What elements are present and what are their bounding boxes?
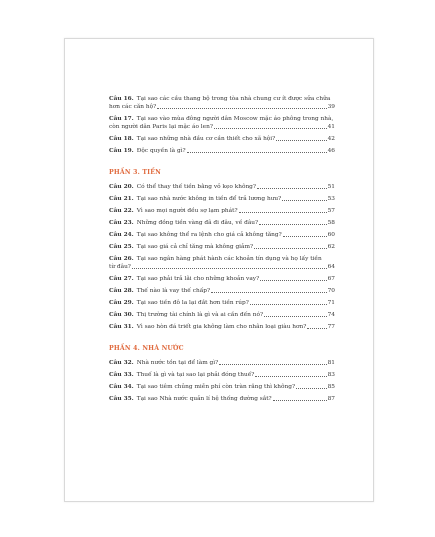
entry-label: Câu 27. — [109, 276, 134, 282]
entry-page: 70 — [327, 288, 335, 294]
dot-leader — [257, 188, 327, 189]
dot-leader — [187, 152, 327, 153]
entry-page: 85 — [327, 384, 335, 390]
entry-title-cont: còn người dân Paris lại mặc áo len? — [109, 124, 213, 130]
dot-leader — [157, 108, 326, 109]
dot-leader — [250, 304, 327, 305]
entry-label: Câu 33. — [109, 372, 134, 378]
toc-entry — [109, 287, 335, 295]
entry-label: Câu 28. — [109, 288, 134, 294]
entry-title: Tại sao Nhà nước quản lí hệ thống đường sắt? — [136, 396, 272, 402]
entry-page: 57 — [327, 208, 335, 214]
entry-title: Tại sao nhà nước không in tiền để trả lương hưu? — [136, 196, 282, 202]
entry-page: 53 — [327, 196, 335, 202]
dot-leader — [260, 280, 326, 281]
toc-entry — [109, 231, 335, 239]
dot-leader — [132, 268, 327, 269]
section-heading: PHẦN 4. NHÀ NƯỚC — [109, 345, 184, 352]
toc-entry — [109, 255, 335, 271]
toc-entry — [109, 219, 335, 227]
entry-label: Câu 17. — [109, 116, 134, 122]
entry-title: Tại sao những nhà đầu cơ cần thiết cho xã hội? — [136, 136, 276, 142]
entry-title: Thuế là gì và tại sao lại phải đóng thuế? — [136, 372, 255, 378]
entry-title: Thị trường tài chính là gì và ai cần đến nó? — [136, 312, 264, 318]
entry-page: 60 — [327, 232, 335, 238]
entry-page: 46 — [327, 148, 335, 154]
entry-title: Tại sao vào mùa đông người dân Moscow mặc áo phông trong nhà, — [136, 116, 334, 122]
toc-entry — [109, 311, 335, 319]
toc-entry — [109, 275, 335, 283]
entry-title-cont: hơn các căn hộ? — [109, 104, 157, 110]
book-page — [64, 38, 374, 502]
toc-entry — [109, 135, 335, 143]
toc-entry — [109, 359, 335, 367]
toc-entry — [109, 195, 335, 203]
dot-leader — [239, 212, 327, 213]
entry-page: 62 — [327, 244, 335, 250]
dot-leader — [264, 316, 327, 317]
toc-entry — [109, 243, 335, 251]
entry-title: Những đồng tiền vàng đã đi đâu, về đâu? — [136, 220, 259, 226]
toc-entry — [109, 323, 335, 331]
toc-entry — [109, 299, 335, 307]
entry-label: Câu 19. — [109, 148, 134, 154]
dot-leader — [273, 400, 327, 401]
entry-label: Câu 30. — [109, 312, 134, 318]
entry-label: Câu 23. — [109, 220, 134, 226]
toc-entry — [109, 183, 335, 191]
toc-entry — [109, 207, 335, 215]
table-of-contents — [109, 95, 335, 407]
entry-label: Câu 22. — [109, 208, 134, 214]
entry-page: 64 — [327, 264, 335, 270]
entry-title: Tại sao ngân hàng phát hành các khoản tín dụng và họ lấy tiền — [136, 256, 322, 262]
entry-label: Câu 25. — [109, 244, 134, 250]
entry-page: 87 — [327, 396, 335, 402]
entry-title: Vì sao hòn đá triết gia không làm cho nhân loại giàu hơn? — [136, 324, 307, 330]
entry-title: Tại sao các cầu thang bộ trong tòa nhà chung cư ít được sửa chữa — [136, 96, 331, 102]
entry-title: Tại sao giá cả chỉ tăng mà không giảm? — [136, 244, 254, 250]
dot-leader — [282, 200, 326, 201]
entry-page: 41 — [327, 124, 335, 130]
dot-leader — [214, 128, 327, 129]
dot-leader — [219, 364, 326, 365]
entry-label: Câu 34. — [109, 384, 134, 390]
entry-label: Câu 24. — [109, 232, 134, 238]
entry-title-cont: từ đâu? — [109, 264, 131, 270]
entry-label: Câu 21. — [109, 196, 134, 202]
entry-page: 58 — [327, 220, 335, 226]
entry-label: Câu 31. — [109, 324, 134, 330]
entry-title: Thế nào là vay thế chấp? — [136, 288, 211, 294]
section-heading: PHẦN 3. TIỀN — [109, 169, 161, 176]
entry-label: Câu 32. — [109, 360, 134, 366]
toc-entry — [109, 95, 335, 111]
entry-page: 71 — [327, 300, 335, 306]
entry-page: 67 — [327, 276, 335, 282]
entry-page: 74 — [327, 312, 335, 318]
dot-leader — [211, 292, 327, 293]
dot-leader — [296, 388, 327, 389]
entry-page: 51 — [327, 184, 335, 190]
entry-label: Câu 20. — [109, 184, 134, 190]
dot-leader — [283, 236, 327, 237]
toc-entry — [109, 395, 335, 403]
dot-leader — [255, 376, 326, 377]
dot-leader — [259, 224, 326, 225]
entry-page: 83 — [327, 372, 335, 378]
entry-title: Vì sao mọi người đều sợ lạm phát? — [136, 208, 238, 214]
entry-label: Câu 18. — [109, 136, 134, 142]
entry-title: Tại sao phải trả lãi cho những khoản vay? — [136, 276, 260, 282]
entry-title: Nhà nước tồn tại để làm gì? — [136, 360, 219, 366]
entry-title: Có thể thay thế tiền bằng vỏ kẹo không? — [136, 184, 257, 190]
toc-entry — [109, 147, 335, 155]
entry-page: 39 — [327, 104, 335, 110]
entry-page: 77 — [327, 324, 335, 330]
dot-leader — [307, 328, 326, 329]
toc-entry — [109, 115, 335, 131]
entry-label: Câu 26. — [109, 256, 134, 262]
entry-label: Câu 29. — [109, 300, 134, 306]
entry-title: Tại sao tiêm chủng miễn phí còn tràn răng thì không? — [136, 384, 296, 390]
entry-label: Câu 35. — [109, 396, 134, 402]
entry-title: Tại sao tiền đô la lại đắt hơn tiền rúp? — [136, 300, 249, 306]
dot-leader — [254, 248, 327, 249]
dot-leader — [276, 140, 326, 141]
entry-label: Câu 16. — [109, 96, 134, 102]
entry-page: 81 — [327, 360, 335, 366]
toc-entry — [109, 383, 335, 391]
entry-title: Độc quyền là gì? — [136, 148, 186, 154]
entry-title: Tại sao không thể ra lệnh cho giá cả không tăng? — [136, 232, 282, 238]
entry-page: 42 — [327, 136, 335, 142]
toc-entry — [109, 371, 335, 379]
